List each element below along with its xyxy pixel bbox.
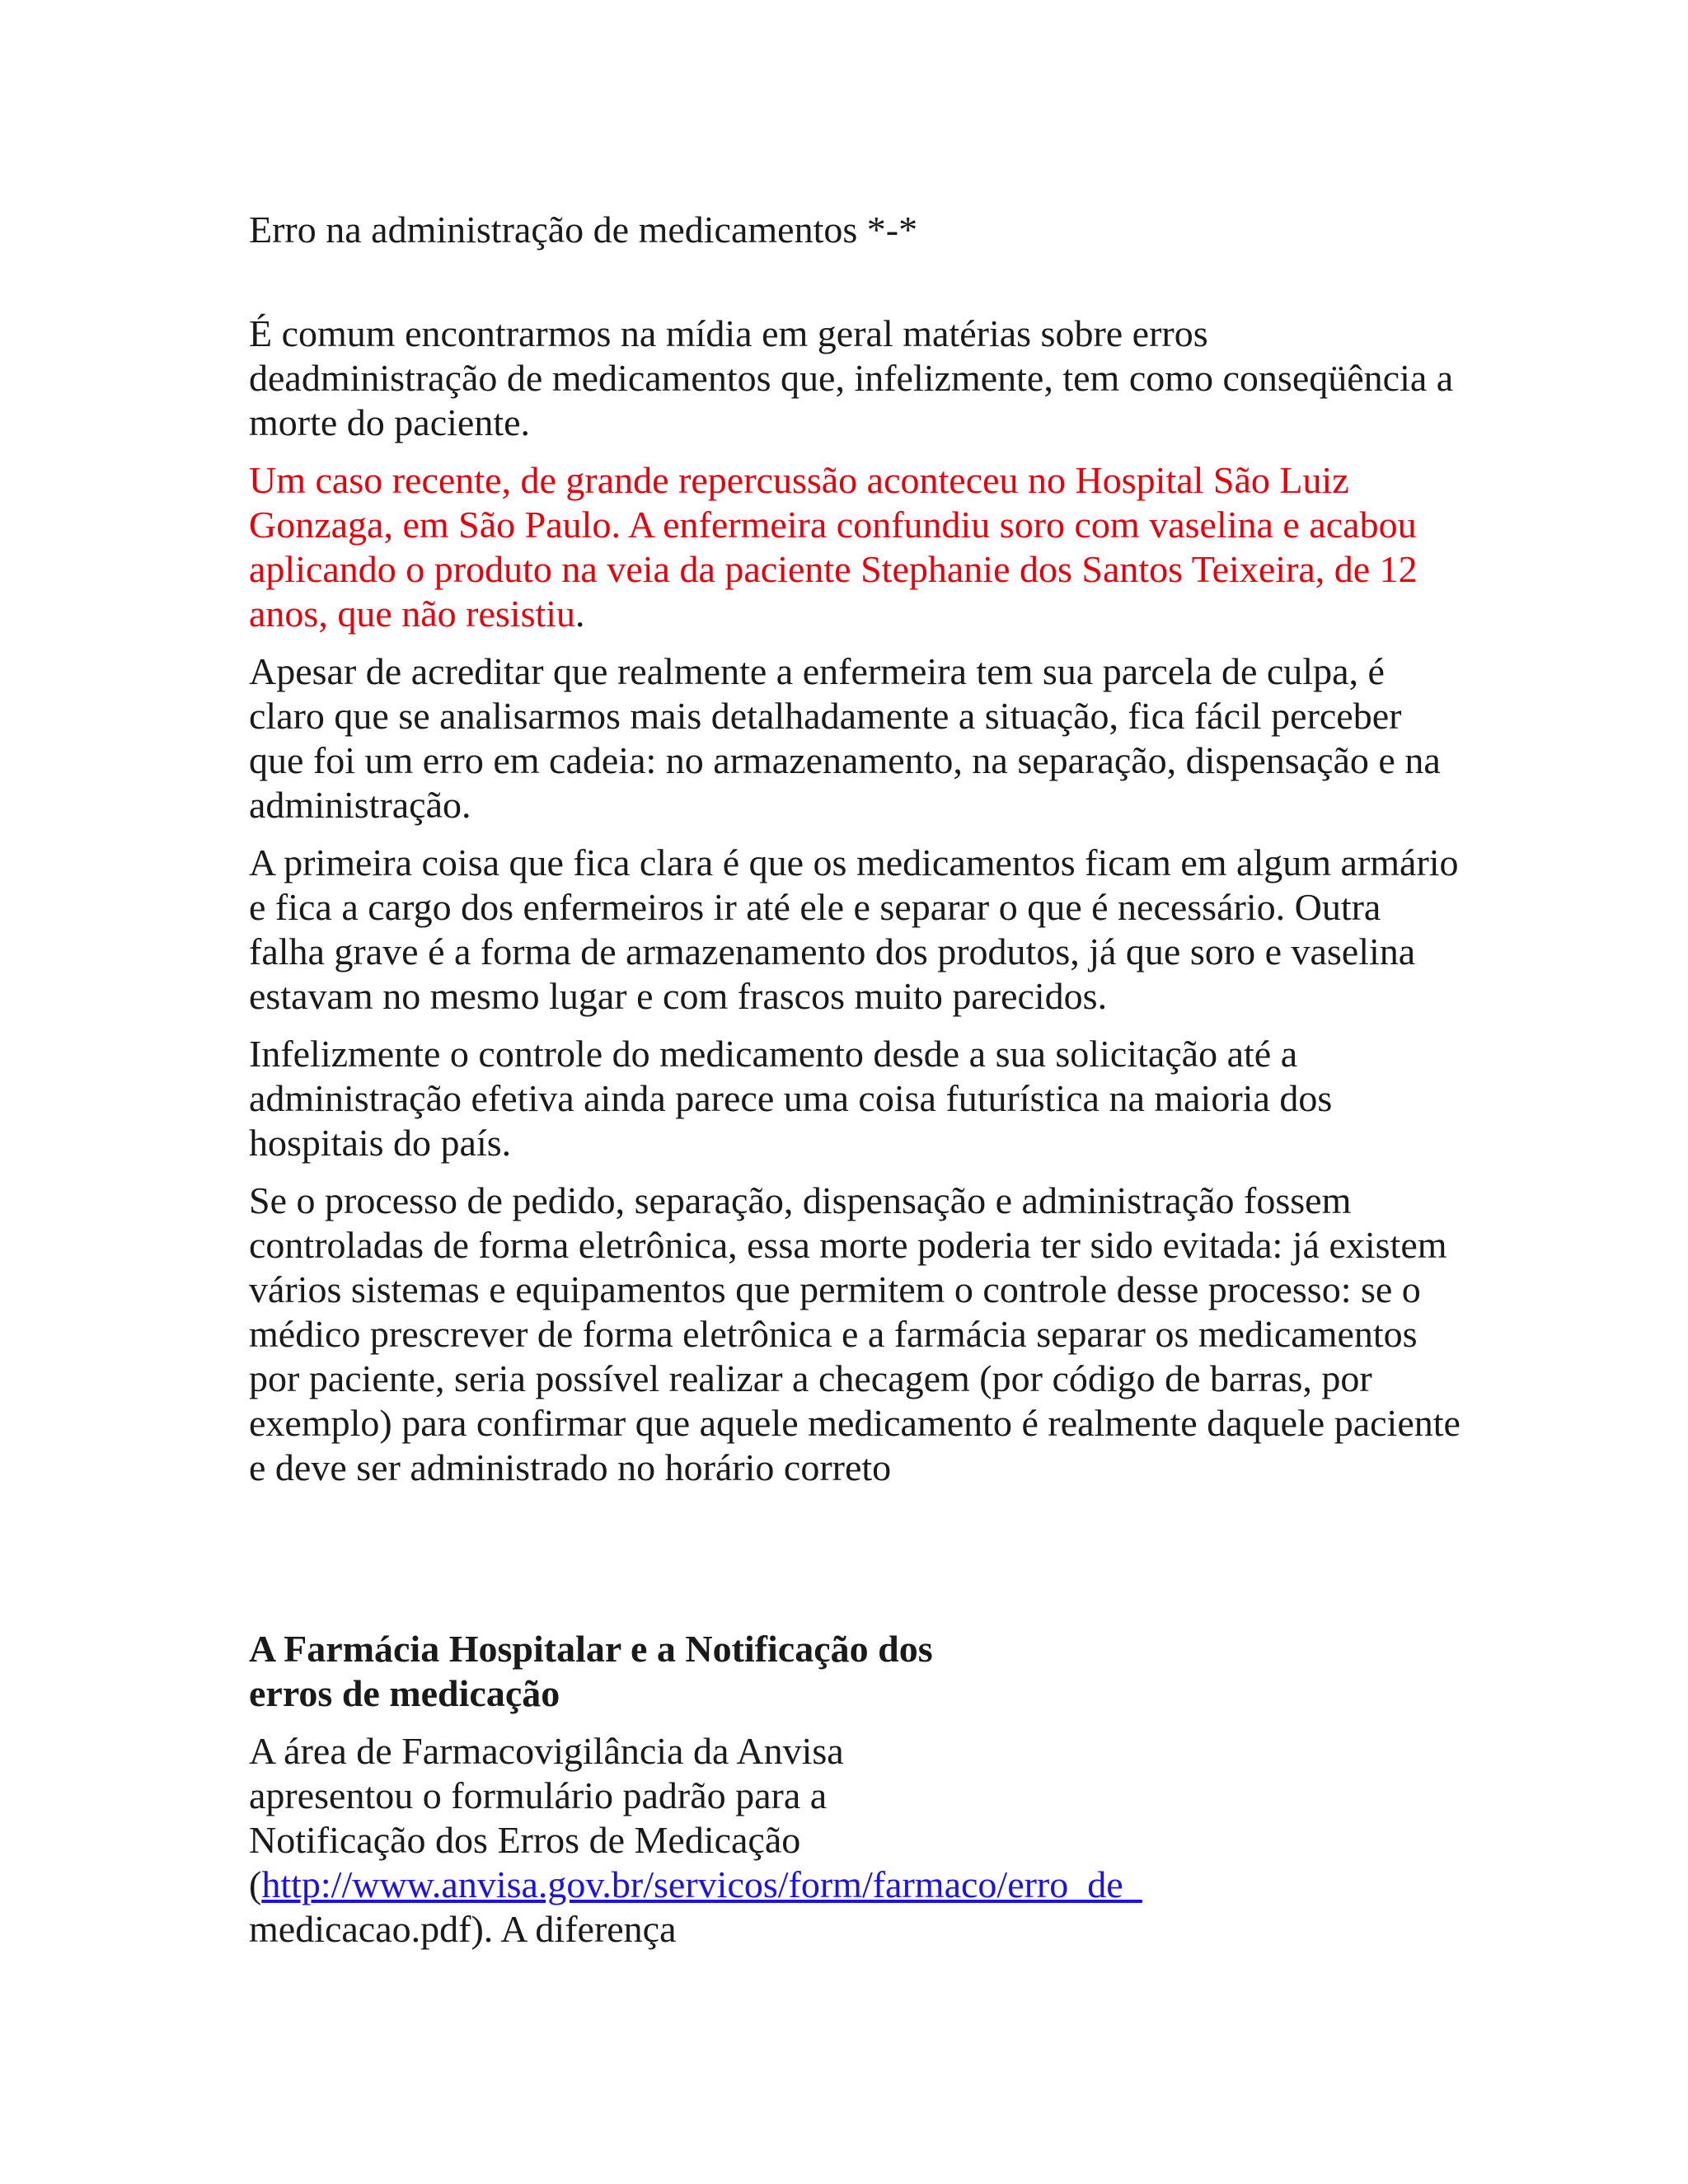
section-body-start: A área de Farmacovigilância da Anvisa apresentou o formulário padrão para a Notificação dos Erros de Medicação ( [249,1730,844,1905]
section-farmacia [249,1627,1142,1952]
document-page [249,208,1461,1965]
highlighted-case-text: Um caso recente, de grande repercussão aconteceu no Hospital São Luiz Gonzaga, em São Paulo. A enfermeira confundiu soro com vaselina e acabou aplicando o produto na veia da paciente Stephanie dos Santos Teixeira, de 12 anos, que não resistiu [249,459,1418,635]
section-title: A Farmácia Hospitalar e a Notificação dos erros de medicação [249,1628,933,1714]
section-body-end: medicacao.pdf). A diferença [249,1908,677,1950]
highlight-trailing-period: . [575,593,585,635]
paragraph-intro: É comum encontrarmos na mídia em geral matérias sobre erros deadministração de medicamentos que, infelizmente, tem como conseqüência a morte do paciente. [249,312,1454,443]
paragraph-storage: A primeira coisa que fica clara é que os medicamentos ficam em algum armário e fica a cargo dos enfermeiros ir até ele e separar o que é necessário. Outra falha grave é a forma de armazenamento dos produtos, já que soro e vaselina estavam no mesmo lugar e com frascos muito parecidos. [249,841,1459,1017]
paragraph-chain-error: Apesar de acreditar que realmente a enfermeira tem sua parcela de culpa, é claro que se analisarmos mais detalhadamente a situação, fica fácil perceber que foi um erro em cadeia: no armazenamento, na separação, dispensação e na administração. [249,650,1441,826]
section-body [249,1729,1142,1952]
paragraph-electronic: Se o processo de pedido, separação, dispensação e administração fossem controladas de forma eletrônica, essa morte poderia ter sido evitada: já existem vários sistemas e equipamentos que permitem o controle desse processo: se o médico prescrever de forma eletrônica e a farmácia separar os medicamentos por paciente, seria possível realizar a checagem (por código de barras, por exemplo) para confirmar que aquele medicamento é realmente daquele paciente e deve ser administrado no horário correto [249,1179,1461,1488]
document-title: Erro na administração de medicamentos *-* [249,209,918,251]
section-spacer [249,1503,1461,1627]
paragraph-control: Infelizmente o controle do medicamento desde a sua solicitação até a administração efetiva ainda parece uma coisa futurística na maioria dos hospitais do país. [249,1033,1333,1164]
anvisa-form-link[interactable]: http://www.anvisa.gov.br/servicos/form/farmaco/erro_de_ [261,1863,1142,1905]
paragraph-case [249,458,1461,636]
